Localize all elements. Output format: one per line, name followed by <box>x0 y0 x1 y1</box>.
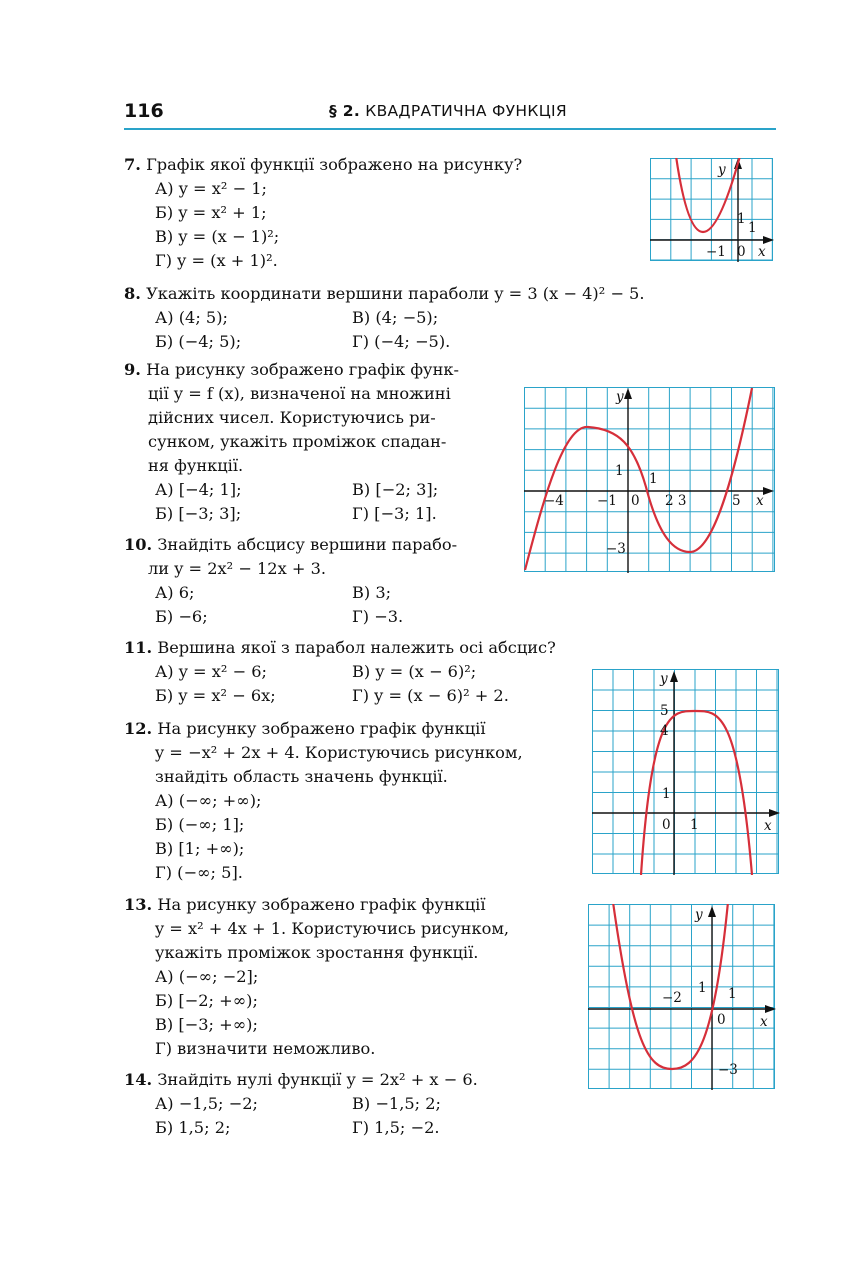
tick-label-x1: 1 <box>649 471 658 487</box>
y-axis-label: y <box>695 907 703 923</box>
problem-7-option-a: А) y = x² − 1; <box>155 179 267 198</box>
curve-problem-9 <box>525 388 752 570</box>
problem-12-option-d: Г) (−∞; 5]. <box>155 863 243 882</box>
problem-13-option-c: В) [−3; +∞); <box>155 1015 258 1034</box>
graph-problem-12 <box>592 669 780 875</box>
problem-14-option-d: Г) 1,5; −2. <box>352 1118 440 1137</box>
problem-12-option-c: В) [1; +∞); <box>155 839 245 858</box>
problem-10-line-2: ли y = 2x² − 12x + 3. <box>148 559 327 578</box>
tick-label-y1: 1 <box>698 980 707 996</box>
problem-11-option-d: Г) y = (x − 6)² + 2. <box>352 686 509 705</box>
problem-13-line-1: 13. На рисунку зображено графік функції <box>124 895 486 914</box>
problem-9-line-1: 9. На рисунку зображено графік функ- <box>124 360 459 379</box>
tick-label-x1: 1 <box>690 817 699 833</box>
problem-13-option-d: Г) визначити неможливо. <box>155 1039 376 1058</box>
problem-8-option-a: А) (4; 5); <box>155 308 229 327</box>
y-axis-label: y <box>616 389 624 405</box>
problem-13-option-a: А) (−∞; −2]; <box>155 967 259 986</box>
tick-label-1-a: 1 <box>737 211 746 227</box>
problem-14-option-a: А) −1,5; −2; <box>155 1094 258 1113</box>
problem-12-line-2: y = −x² + 2x + 4. Користуючись рисунком, <box>155 743 523 762</box>
problem-13-line-3: укажіть проміжок зростання функції. <box>155 943 479 962</box>
problem-8-option-c: В) (4; −5); <box>352 308 439 327</box>
problem-14-statement: 14. Знайдіть нулі функції y = 2x² + x − 6. <box>124 1070 478 1089</box>
problem-8-option-d: Г) (−4; −5). <box>352 332 451 351</box>
y-axis-label: y <box>718 162 726 178</box>
tick-label-2-3: 2 3 <box>665 493 687 509</box>
problem-7-statement: 7. Графік якої функції зображено на рисунку? <box>124 155 523 174</box>
problem-10-option-d: Г) −3. <box>352 607 404 626</box>
problem-10-option-b: Б) −6; <box>155 607 208 626</box>
problem-11-statement: 11. Вершина якої з парабол належить осі абсцис? <box>124 638 556 657</box>
tick-label-y1: 1 <box>662 786 671 802</box>
tick-label-neg3: −3 <box>718 1062 738 1078</box>
problem-9-line-5: ня функції. <box>148 456 244 475</box>
problem-12-line-3: знайдіть область значень функції. <box>155 767 448 786</box>
problem-11-option-b: Б) y = x² − 6x; <box>155 686 276 705</box>
tick-label-neg4: −4 <box>544 493 564 509</box>
problem-13-line-2: y = x² + 4x + 1. Користуючись рисунком, <box>155 919 510 938</box>
page-number: 116 <box>124 100 164 122</box>
problem-12-option-b: Б) (−∞; 1]; <box>155 815 245 834</box>
problem-13-option-b: Б) [−2; +∞); <box>155 991 258 1010</box>
problem-7-option-b: Б) y = x² + 1; <box>155 203 267 222</box>
graph-problem-7 <box>650 158 774 262</box>
y-axis-label: y <box>660 671 668 687</box>
problem-11-option-c: В) y = (x − 6)²; <box>352 662 477 681</box>
tick-label-x1: 1 <box>728 986 737 1002</box>
problem-8-statement: 8. Укажіть координати вершини параболи y = 3 (x − 4)² − 5. <box>124 284 645 303</box>
tick-label-0: 0 <box>717 1012 726 1028</box>
problem-8-option-b: Б) (−4; 5); <box>155 332 242 351</box>
problem-7-option-c: В) y = (x − 1)²; <box>155 227 280 246</box>
problem-9-option-d: Г) [−3; 1]. <box>352 504 437 523</box>
problem-11-option-a: А) y = x² − 6; <box>155 662 267 681</box>
tick-label-0: 0 <box>662 817 671 833</box>
problem-14-option-b: Б) 1,5; 2; <box>155 1118 231 1137</box>
x-axis-label: x <box>756 493 764 509</box>
x-axis-label: x <box>764 818 772 834</box>
tick-label-0: 0 <box>737 244 746 260</box>
x-axis-label: x <box>758 244 766 260</box>
problem-10-option-c: В) 3; <box>352 583 392 602</box>
tick-label-1-b: 1 <box>748 220 757 236</box>
curve-problem-7 <box>676 158 740 232</box>
problem-10-line-1: 10. Знайдіть абсцису вершини парабо- <box>124 535 458 554</box>
problem-7-option-d: Г) y = (x + 1)². <box>155 251 278 270</box>
problem-9-option-b: Б) [−3; 3]; <box>155 504 242 523</box>
section-header <box>329 102 567 120</box>
header-rule <box>124 128 776 130</box>
problem-12-line-1: 12. На рисунку зображено графік функції <box>124 719 486 738</box>
tick-label-5: 5 <box>732 493 741 509</box>
tick-label-neg1: −1 <box>597 493 617 509</box>
problem-9-option-c: В) [−2; 3]; <box>352 480 439 499</box>
section-title: КВАДРАТИЧНА ФУНКЦІЯ <box>365 102 567 120</box>
tick-label-y1: 1 <box>615 463 624 479</box>
section-mark: § 2. <box>329 102 361 120</box>
tick-label-0: 0 <box>631 493 640 509</box>
tick-label-4: 4 <box>660 723 669 739</box>
problem-10-option-a: А) 6; <box>155 583 195 602</box>
problem-9-option-a: А) [−4; 1]; <box>155 480 242 499</box>
problem-9-line-3: дійсних чисел. Користуючись ри- <box>148 408 436 427</box>
graph-problem-9 <box>524 387 776 573</box>
tick-label-5: 5 <box>660 703 669 719</box>
tick-label-neg1: −1 <box>706 244 726 260</box>
problem-12-option-a: А) (−∞; +∞); <box>155 791 262 810</box>
tick-label-neg2: −2 <box>662 990 682 1006</box>
problem-9-line-2: ції y = f (x), визначеної на множині <box>148 384 451 403</box>
graph-problem-13 <box>588 904 778 1090</box>
tick-label-neg3: −3 <box>606 541 626 557</box>
problem-14-option-c: В) −1,5; 2; <box>352 1094 442 1113</box>
problem-9-line-4: сунком, укажіть проміжок спадан- <box>148 432 447 451</box>
x-axis-label: x <box>760 1014 768 1030</box>
